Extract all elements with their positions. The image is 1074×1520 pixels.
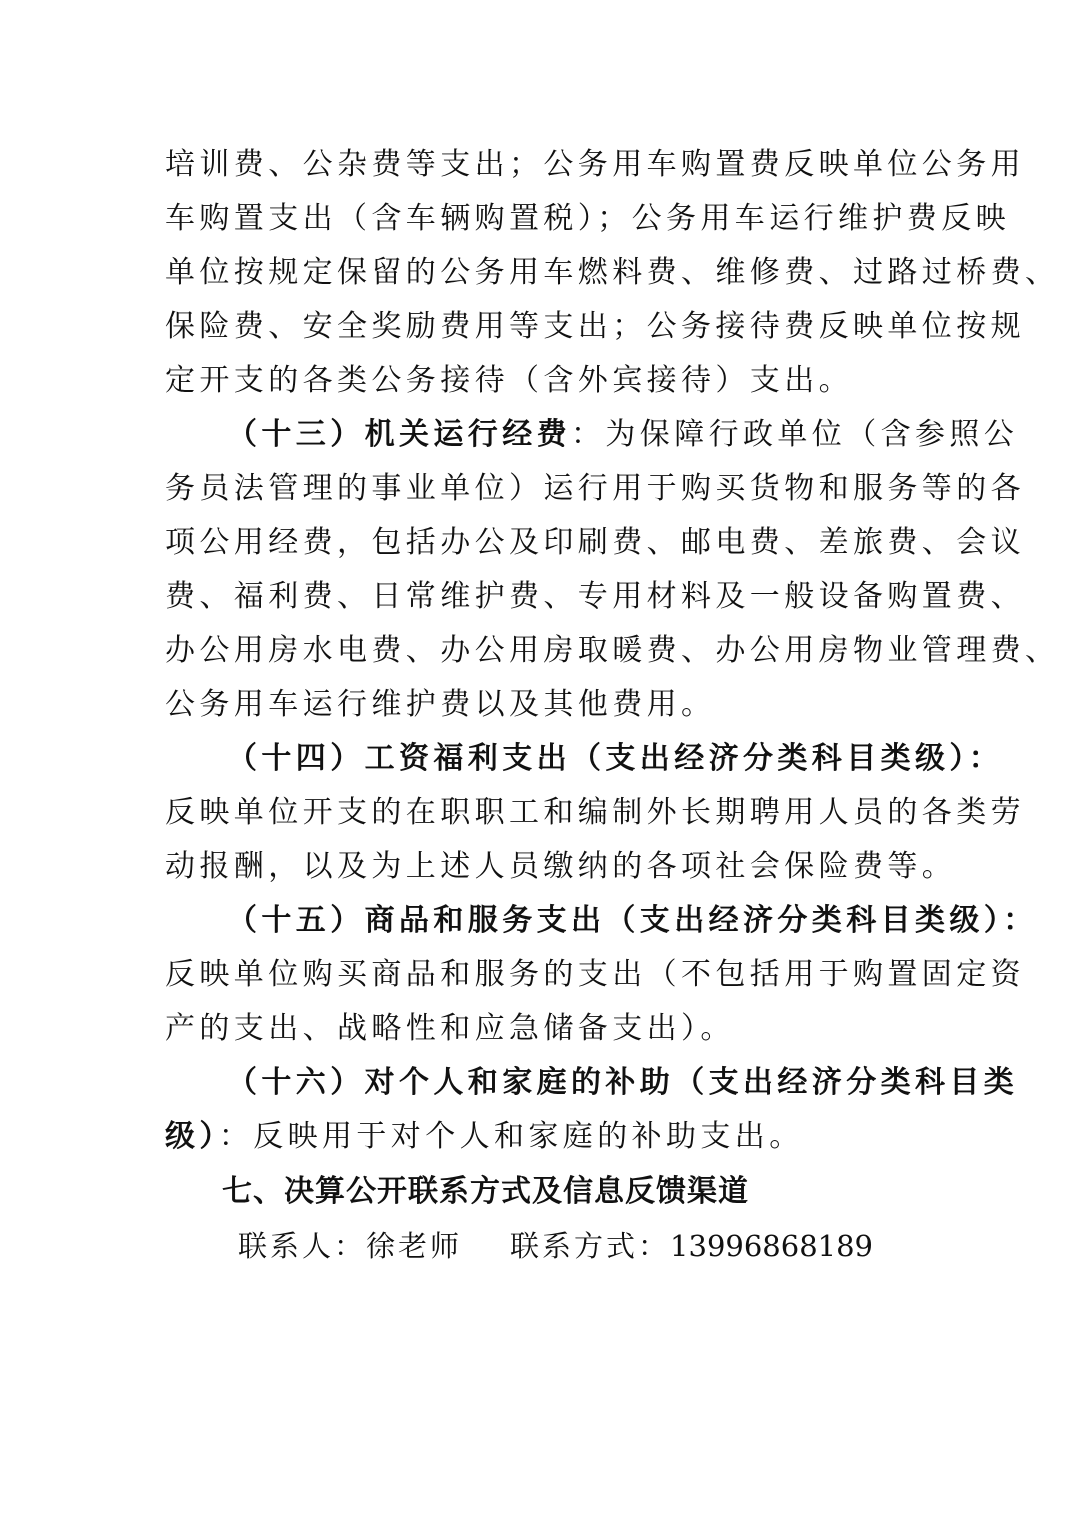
paragraph-16-second-line [165, 1117, 945, 1157]
contact-person: 徐老师 [366, 1229, 463, 1263]
paragraph-line: 产的支出、战略性和应急储备支出）。 [165, 1011, 735, 1046]
contact-person-label: 联系人： [238, 1229, 367, 1263]
paragraph-16-title: （十六）对个人和家庭的补助（支出经济分类科目类 [227, 1065, 1019, 1100]
paragraph-16-title-end: 级） [165, 1119, 219, 1154]
paragraph-line: 办公用房水电费、办公用房取暖费、办公用房物业管理费、 [165, 633, 1060, 668]
paragraph-line: 反映单位购买商品和服务的支出（不包括用于购置固定资 [165, 957, 1025, 992]
paragraph-line: 公务用车运行维护费以及其他费用。 [165, 687, 716, 722]
paragraph-16-text: ：反映用于对个人和家庭的补助支出。 [218, 1119, 804, 1154]
paragraph-14-title: （十四）工资福利支出（支出经济分类科目类级）： [227, 741, 1004, 776]
paragraph-line: 培训费、公杂费等支出；公务用车购置费反映单位公务用 [165, 147, 1025, 182]
paragraph-13-text: ：为保障行政单位（含参照公 [571, 417, 1019, 452]
paragraph-line: 单位按规定保留的公务用车燃料费、维修费、过路过桥费、 [165, 255, 1060, 290]
paragraph-line: 车购置支出（含车辆购置税）；公务用车运行维护费反映 [165, 201, 1010, 236]
contact-line [238, 1226, 873, 1266]
paragraph-line: 保险费、安全奖励费用等支出；公务接待费反映单位按规 [165, 309, 1025, 344]
paragraph-line: 动报酬，以及为上述人员缴纳的各项社会保险费等。 [165, 849, 957, 884]
paragraph-13-first-line [227, 415, 1019, 455]
paragraph-line: 费、福利费、日常维护费、专用材料及一般设备购置费、 [165, 579, 1025, 614]
contact-method-label: 联系方式： [510, 1229, 671, 1263]
paragraph-line: 务员法管理的事业单位）运行用于购买货物和服务等的各 [165, 471, 1025, 506]
paragraph-line: 反映单位开支的在职职工和编制外长期聘用人员的各类劳 [165, 795, 1025, 830]
section-heading: 七、决算公开联系方式及信息反馈渠道 [222, 1174, 749, 1209]
paragraph-13-title: （十三）机关运行经费 [227, 417, 571, 452]
paragraph-15-title: （十五）商品和服务支出（支出经济分类科目类级）： [227, 903, 1038, 938]
paragraph-line: 定开支的各类公务接待（含外宾接待）支出。 [165, 363, 853, 398]
contact-phone: 13996868189 [670, 1229, 874, 1263]
paragraph-line: 项公用经费，包括办公及印刷费、邮电费、差旅费、会议 [165, 525, 1025, 560]
